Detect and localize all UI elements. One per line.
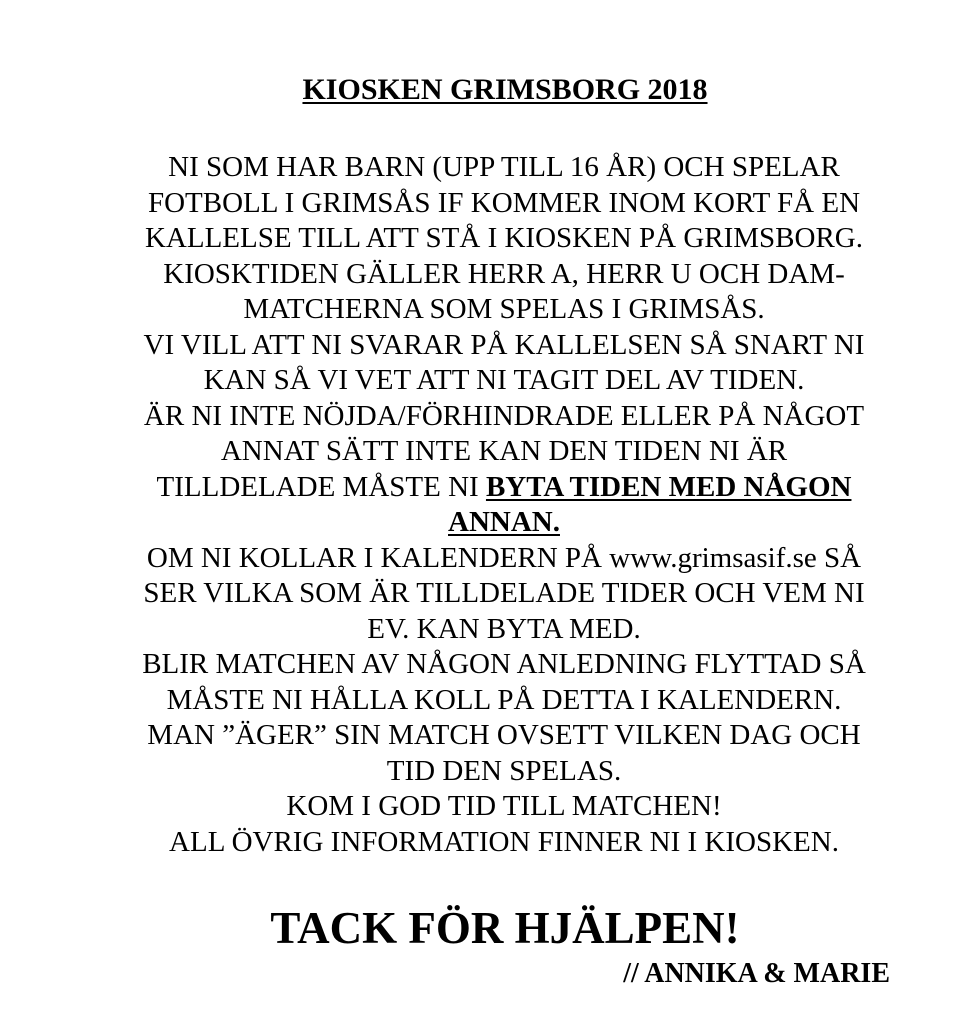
emphasis-text: ANNAN. bbox=[448, 506, 560, 538]
signature: // ANNIKA & MARIE bbox=[623, 958, 890, 989]
body-line: NI SOM HAR BARN (UPP TILL 16 ÅR) OCH SPELAR bbox=[168, 151, 840, 183]
body-line-prefix: TILLDELADE MÅSTE NI bbox=[156, 470, 486, 503]
body-line: SER VILKA SOM ÄR TILLDELADE TIDER OCH VEM NI bbox=[143, 577, 865, 609]
body-line: TID DEN SPELAS. bbox=[386, 754, 622, 787]
body-line: FOTBOLL I GRIMSÅS IF KOMMER INOM KORT FÅ EN bbox=[147, 186, 861, 219]
body-line: KAN SÅ VI VET ATT NI TAGIT DEL AV TIDEN. bbox=[203, 364, 805, 396]
body-line: MÅSTE NI HÅLLA KOLL PÅ DETTA I KALENDERN. bbox=[166, 683, 842, 716]
body-line: MAN ”ÄGER” SIN MATCH OVSETT VILKEN DAG OCH bbox=[147, 719, 861, 751]
body-line: OM NI KOLLAR I KALENDERN PÅ www.grimsasif.se SÅ bbox=[146, 541, 862, 574]
document-title: KIOSKEN GRIMSBORG 2018 bbox=[302, 73, 708, 106]
body-line: EV. KAN BYTA MED. bbox=[367, 612, 641, 645]
body-line: ÄR NI INTE NÖJDA/FÖRHINDRADE ELLER PÅ NÅGOT bbox=[143, 399, 865, 432]
body-line-with-emphasis bbox=[104, 470, 904, 506]
body-line: KOM I GOD TID TILL MATCHEN! bbox=[286, 790, 722, 822]
body-line: MATCHERNA SOM SPELAS I GRIMSÅS. bbox=[243, 293, 765, 325]
body-line: KIOSKTIDEN GÄLLER HERR A, HERR U OCH DAM- bbox=[163, 257, 845, 290]
body-text bbox=[104, 150, 904, 860]
body-line-emphasis bbox=[104, 505, 904, 541]
body-line: BLIR MATCHEN AV NÅGON ANLEDNING FLYTTAD SÅ bbox=[142, 648, 866, 680]
emphasis-text: BYTA TIDEN MED NÅGON bbox=[485, 470, 852, 503]
body-line: KALLELSE TILL ATT STÅ I KIOSKEN PÅ GRIMSBORG. bbox=[144, 222, 864, 254]
thanks-heading: TACK FÖR HJÄLPEN! bbox=[270, 903, 740, 953]
body-line: VI VILL ATT NI SVARAR PÅ KALLELSEN SÅ SNART NI bbox=[143, 328, 865, 361]
body-line: ANNAT SÄTT INTE KAN DEN TIDEN NI ÄR bbox=[220, 435, 788, 467]
body-line: ALL ÖVRIG INFORMATION FINNER NI I KIOSKEN. bbox=[169, 825, 839, 858]
